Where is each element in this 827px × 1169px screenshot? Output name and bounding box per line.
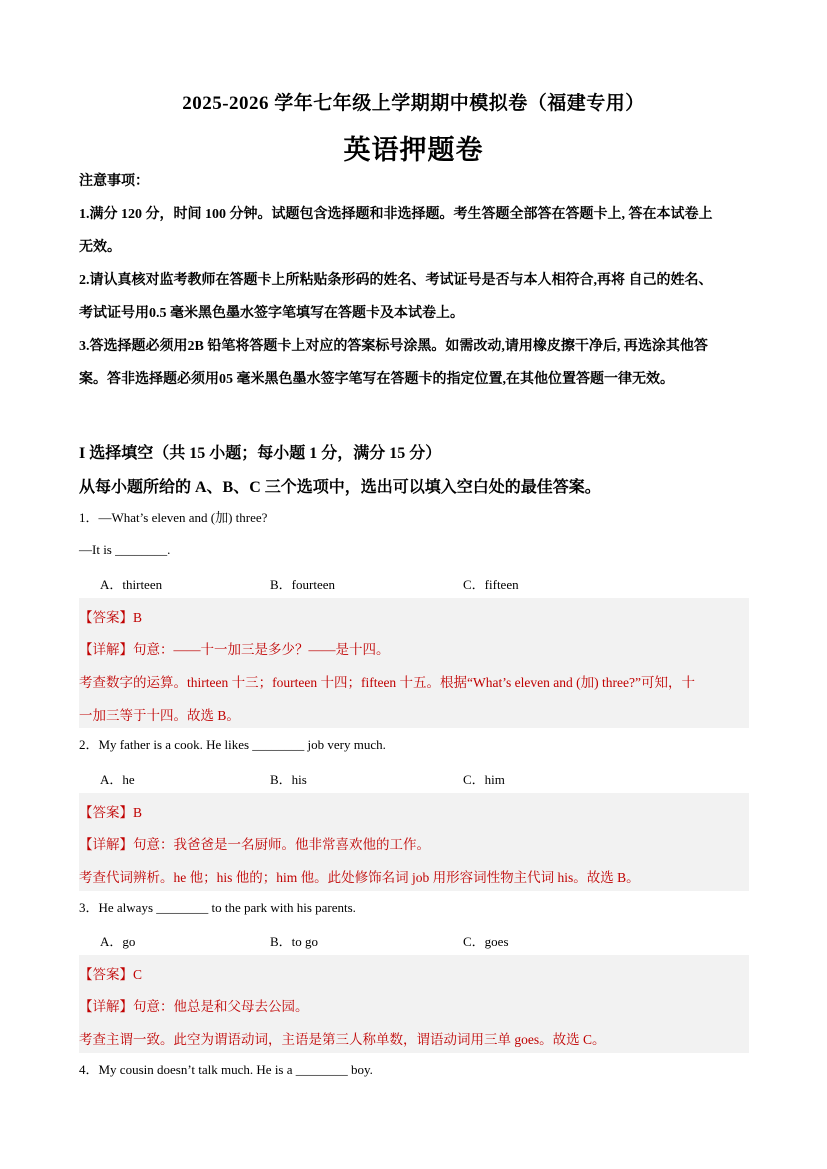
analysis-text: 考查代词辨析。he 他；his 他的；him 他。此处修饰名词 job 用形容词性物主代词 his。故选 B。 bbox=[79, 870, 640, 885]
question-2-answer-box bbox=[79, 793, 749, 891]
question-3-stem: 3．He always ________ to the park with his parents. bbox=[79, 900, 356, 915]
question-1-answer-box bbox=[79, 598, 749, 728]
question-3-answer-box bbox=[79, 955, 749, 1053]
notes-line-1: 1.满分 120 分，时间 100 分钟。试题包含选择题和非选择题。考生答题全部答在答题卡上, 答在本试卷上 bbox=[79, 207, 713, 222]
section-instruction: 从每小题所给的 A、B、C 三个选项中，选出可以填入空白处的最佳答案。 bbox=[79, 479, 601, 496]
notes-line-4: 考试证号用0.5 毫米黑色墨水签字笔填写在答题卡及本试卷上。 bbox=[79, 306, 464, 321]
exam-title: 2025-2026 学年七年级上学期期中模拟卷（福建专用） bbox=[182, 93, 645, 114]
notes-section bbox=[79, 172, 749, 396]
question-1-stem: 1．—What’s eleven and (加) three? bbox=[79, 510, 268, 525]
option-a: A．he bbox=[100, 772, 135, 787]
notes-line-3: 2.请认真核对监考教师在答题卡上所粘贴条形码的姓名、考试证号是否与本人相符合,再将 自己的姓名、 bbox=[79, 273, 713, 288]
detail-text: 【详解】句意：——十一加三是多少？——是十四。 bbox=[79, 642, 390, 657]
question-2-options bbox=[100, 769, 740, 787]
analysis-text: 考查主谓一致。此空为谓语动词，主语是第三人称单数，谓语动词用三单 goes。故选 C。 bbox=[79, 1032, 606, 1047]
answer-label: 【答案】C bbox=[79, 967, 143, 982]
option-a: A．go bbox=[100, 934, 136, 949]
option-c: C．goes bbox=[463, 934, 509, 949]
notes-heading: 注意事项： bbox=[79, 174, 149, 189]
option-c: C．fifteen bbox=[463, 577, 519, 592]
option-a: A．thirteen bbox=[100, 577, 163, 592]
option-b: B．fourteen bbox=[270, 577, 335, 592]
analysis-text-2: 一加三等于十四。故选 B。 bbox=[79, 708, 240, 723]
answer-label: 【答案】B bbox=[79, 610, 143, 625]
option-b: B．his bbox=[270, 772, 307, 787]
question-4-stem: 4．My cousin doesn’t talk much. He is a ________ boy. bbox=[79, 1062, 373, 1077]
analysis-text: 考查数字的运算。thirteen 十三；fourteen 十四；fifteen 十五。根据“What’s eleven and (加) three?”可知，十 bbox=[79, 675, 695, 690]
option-c: C．him bbox=[463, 772, 505, 787]
notes-line-5: 3.答选择题必须用2B 铅笔将答题卡上对应的答案标号涂黑。如需改动,请用橡皮擦干净后, 再选涂其他答 bbox=[79, 339, 708, 354]
option-b: B．to go bbox=[270, 934, 319, 949]
detail-text: 【详解】句意：他总是和父母去公园。 bbox=[79, 999, 309, 1014]
section-heading: I 选择填空（共 15 小题；每小题 1 分，满分 15 分） bbox=[79, 445, 442, 462]
question-3-options bbox=[100, 931, 740, 949]
question-1-options bbox=[100, 574, 740, 592]
exam-subtitle: 英语押题卷 bbox=[343, 135, 484, 165]
detail-text: 【详解】句意：我爸爸是一名厨师。他非常喜欢他的工作。 bbox=[79, 837, 430, 852]
notes-line-6: 案。答非选择题必须用05 毫米黑色墨水签字笔写在答题卡的指定位置,在其他位置答题一律无效。 bbox=[79, 372, 674, 387]
question-2-stem: 2．My father is a cook. He likes ________ job very much. bbox=[79, 737, 386, 752]
notes-line-2: 无效。 bbox=[79, 240, 121, 255]
answer-label: 【答案】B bbox=[79, 805, 143, 820]
question-1-stem-2: —It is ________. bbox=[79, 542, 171, 557]
